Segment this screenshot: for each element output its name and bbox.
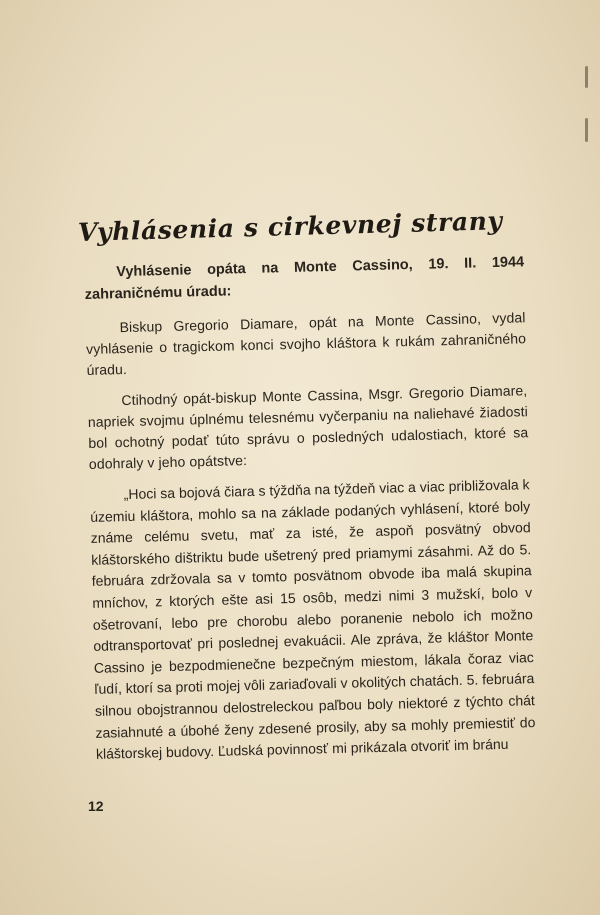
paragraph-2: Ctihodný opát-biskup Monte Cassina, Msgr. Gregorio Diamare, napriek svojmu úplnému telesnému vyčerpaniu na naliehavé žiadosti bol ochotný podať túto správu o posledných udalostiach, ktoré sa odohraly v jeho opátstve: bbox=[87, 382, 529, 472]
intro-line: Vyhlásenie opáta na Monte Cassino, 19. II. 1944 zahraničnému úradu: bbox=[84, 254, 525, 303]
text-body bbox=[84, 251, 536, 765]
edge-mark bbox=[585, 66, 588, 88]
paragraph-1: Biskup Gregorio Diamare, opát na Monte Cassino, vydal vyhlásenie o tragickom konci svojho kláštora k rukám zahraničného úradu. bbox=[85, 309, 527, 378]
section-heading: Vyhlásenia s cirkevnej strany bbox=[77, 206, 503, 247]
quoted-statement: „Hoci sa bojová čiara s týždňa na týždeň viac a viac približovala k územiu kláštora, mohlo sa na základe podaných vyhlásení, ktoré boly známe celému svetu, mať za isté, že aspoň posvätný obvod kláštorského dištriktu bude ušetrený pred priamymi zásahmi. Až do 5. februára zdržovala sa v tomto posvätnom obvode iba malá skupina mníchov, z ktorých ešte asi 15 osôb, medzi nimi 3 mužskí, bolo v ošetrovaní, lebo pre chorobu alebo poranenie nebolo ich možno odtransportovať pri poslednej evakuácii. Ale zpráva, že kláštor Monte Cassino je bezpodmienečne bezpečným miestom, lákala čoraz viac ľudí, ktorí sa proti mojej vôli zariaďovali v okolitých chatách. 5. februára silnou obojstrannou delostreleckou paľbou boly niektoré z týchto chát zasiahnuté a úbohé ženy zdesené prosily, aby sa mohly premiestiť do kláštorskej budovy. Ľudská povinnosť mi prikázala otvoriť im bránu bbox=[90, 476, 536, 762]
page-number: 12 bbox=[88, 798, 104, 814]
edge-mark bbox=[585, 118, 588, 142]
